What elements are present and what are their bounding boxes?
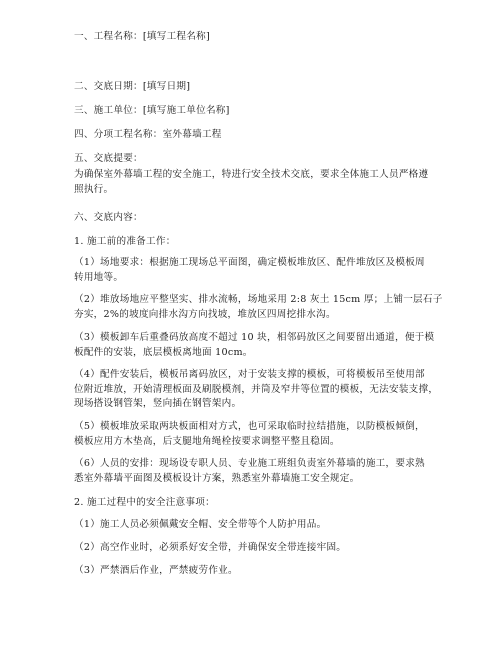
item-line: 板配件的安装，底层模板离地面 10cm。 [74, 346, 253, 358]
content-heading: 六、交底内容： [74, 212, 143, 223]
section1-item-4 [74, 368, 439, 412]
item-line: （6）人员的安排：现场设专职人员、专业施工班组负责室外幕墙的施工，要求熟 [74, 458, 425, 469]
section1-item-5 [74, 420, 434, 449]
section1-heading: 1. 施工前的准备工作： [74, 236, 176, 247]
section1-item-6 [74, 457, 434, 486]
purpose-heading: 五、交底提要： [74, 153, 143, 164]
section1-item-1 [74, 256, 434, 285]
section1-item-3 [74, 331, 434, 360]
section2-item-3: （3）严禁酒后作业，严禁疲劳作业。 [74, 565, 238, 576]
item-line: 模板应用方木垫高，后支腿地角绳栓按要求调整平整且稳固。 [74, 435, 340, 447]
purpose-paragraph [74, 168, 434, 197]
item-line: （2）堆放场地应平整坚实、排水流畅，场地采用 2:8 灰土 15cm 厚；上铺一层石子 [74, 294, 443, 305]
item-line: （1）场地要求：根据施工现场总平面图，确定模板堆放区、配件堆放区及模板周 [74, 257, 425, 268]
item-line: 位附近堆放，开始清理板面及刷脱模剂，并筒及窄井等位置的模板，无法安装支撑， [74, 383, 439, 395]
section2-item-2: （2）高空作业时，必须系好安全带，并确保安全带连接牢固。 [74, 542, 347, 553]
item-line: （4）配件安装后，模板吊离码放区，对于安装支撑的模板，可将模板吊至使用部 [74, 369, 425, 380]
item-line: （3）模板卸车后重叠码放高度不超过 10 块，相邻码放区之间要留出通道，便于模 [74, 332, 435, 343]
item-line: 夯实，2%的坡度向排水沟方向找坡，堆放区四周挖排水沟。 [74, 308, 336, 320]
item-line: （5）模板堆放采取两块板面相对方式，也可采取临时拉结措施，以防模板倾倒， [74, 421, 425, 432]
section1-item-2 [74, 293, 443, 322]
construction-unit-line: 三、施工单位：[填写施工单位名称] [74, 105, 230, 116]
purpose-line: 为确保室外幕墙工程的安全施工，特进行安全技术交底，要求全体施工人员严格遵 [74, 169, 429, 180]
purpose-line: 照执行。 [74, 183, 114, 195]
item-line: 现场搭设钢管架，竖向插在钢管架内。 [74, 398, 242, 409]
handover-date-line: 二、交底日期：[填写日期] [74, 81, 191, 92]
item-line: 转用地等。 [74, 271, 124, 283]
section2-item-1: （1）施工人员必须佩戴安全帽、安全带等个人防护用品。 [74, 519, 327, 530]
project-name-line: 一、工程名称：[填写工程名称] [74, 31, 210, 42]
section2-heading: 2. 施工过程中的安全注意事项： [74, 497, 215, 508]
sub-project-line: 四、分项工程名称：室外幕墙工程 [74, 129, 222, 140]
item-line: 悉室外幕墙平面图及模板设计方案，熟悉室外幕墙施工安全规定。 [74, 472, 360, 484]
